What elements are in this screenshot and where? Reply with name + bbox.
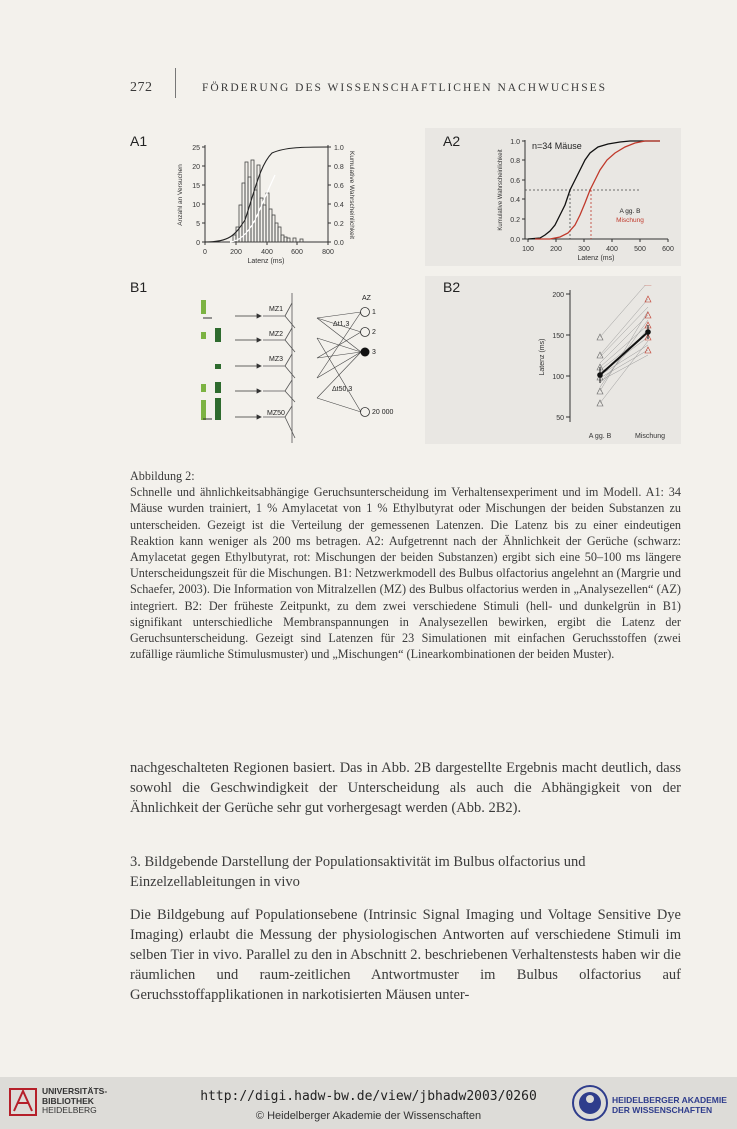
a1-xtick-400: 400 [261,249,273,256]
a2-ytick-2: 0.4 [510,197,520,204]
a1-ytick-5: 5 [196,221,200,228]
a2-xtick-100: 100 [522,246,534,253]
a1-ylabel-left: Anzahl an Versuchen [177,164,184,226]
a2-ytick-4: 0.8 [510,158,520,165]
header-divider [175,68,176,98]
a1-rtick-1: 0.2 [334,221,344,228]
a2-legend-black: A gg. B [619,208,641,215]
b1-az-20000: 20 000 [372,409,394,416]
figure-caption [130,468,681,662]
panel-label-b1: B1 [130,279,148,295]
copyright-notice: © Heidelberger Akademie der Wissenschaften [255,1110,482,1122]
b1-mz3: MZ3 [269,356,283,363]
a2-ytick-5: 1.0 [510,139,520,146]
page-number: 272 [130,80,153,95]
a1-ytick-20: 20 [192,164,200,171]
a1-ytick-0: 0 [196,240,200,247]
panel-label-a2: A2 [443,133,461,149]
a1-rtick-0: 0.0 [334,240,344,247]
a1-ytick-25: 25 [192,145,200,152]
b1-delta-top: Δt1,3 [333,321,350,328]
caption-title: Abbildung 2: [130,469,195,483]
b2-ytick-200: 200 [552,292,564,299]
panel-label-a1: A1 [130,133,148,149]
a1-xtick-600: 600 [291,249,303,256]
b1-az-2: 2 [372,329,376,336]
section-heading: 3. Bildgebende Darstellung der Populationsaktivität im Bulbus olfactorius und Einzelzellableitungen in vivo [130,854,586,890]
a1-xlabel: Latenz (ms) [247,258,285,265]
a1-ytick-10: 10 [192,202,200,209]
a2-xlabel: Latenz (ms) [577,255,615,262]
running-title: FÖRDERUNG DES WISSENSCHAFTLICHEN NACHWUCHSES [202,82,608,94]
b1-delta-bottom: Δt50,3 [332,386,353,393]
university-library-label: UNIVERSITÄTS- BIBLIOTHEK HEIDELBERG [42,1086,108,1115]
a1-ylabel-right: Kumulative Wahrscheinlichkeit [348,151,355,239]
a2-ytick-0: 0.0 [510,237,520,244]
figure-a1-histogram [160,135,360,275]
a1-xtick-200: 200 [230,249,242,256]
a1-ytick-15: 15 [192,183,200,190]
a2-ylabel: Kumulative Wahrscheinlichkeit [498,149,504,231]
panel-label-b2: B2 [443,279,461,295]
a1-rtick-3: 0.6 [334,183,344,190]
a1-rtick-4: 0.8 [334,164,344,171]
a1-rtick-2: 0.4 [334,202,344,209]
figure-b2-latency [520,285,680,445]
b1-az-1: 1 [372,309,376,316]
b1-mz2: MZ2 [269,331,283,338]
b1-mz50: MZ50 [267,410,285,417]
body-paragraph-1: nachgeschalteten Regionen basiert. Das in Abb. 2B dargestellte Ergebnis macht deutlich, dass sowohl die Geschwindigkeit der Unterscheidung als auch die Abhängigkeit von der Ähnlichkeit der Gerüche sehr gut vorhergesagt werden (Abb. 2B2). [130,760,681,816]
b2-xcat-agb: A gg. B [588,433,612,440]
b1-mz1: MZ1 [269,306,283,313]
a2-ytick-1: 0.2 [510,217,520,224]
b1-az-label: AZ [362,295,371,302]
a2-xtick-600: 600 [662,246,674,253]
b2-ylabel: Latenz (ms) [539,338,546,376]
caption-text: Schnelle und ähnlichkeitsabhängige Geruchsunterscheidung im Verhaltensexperiment und im Modell. A1: 34 Mäuse wurden trainiert, 1 % Amylacetat von 1 % Ethylbutyrat oder Mischungen der beiden Substanzen zu unterscheiden. Gezeigt ist die Verteilung der gemessenen Latenzen. Die Latenz bis zu einer eindeutigen Reaktion kann weniger als 200 ms betragen. A2: Aufgetrennt nach der Ähnlichkeit der Gerüche (schwarz: Amylacetat gegen Ethylbutyrat, rot: Mischungen der beiden Substanzen) ergibt sich eine 50–100 ms längere Unterscheidungszeit für die Mischungen. B1: Netzwerkmodell des Bulbus olfactorius angelehnt an (Margrie und Schaefer, 2003). Die Information von Mitralzellen (MZ) des Bulbus olfactorius werden in „Analysezellen“ (AZ) integriert. B2: Der früheste Zeitpunkt, zu dem zwei verschiedene Stimuli (hell- und dunkelgrün in B1) signifikant unterschiedliche Membranspannungen in Analysezellen bewirken, ergibt die Latenz der Geruchsunterscheidung. Gezeigt sind Latenzen für 23 Simulationen mit einfachen Geruchsstoffen (zwei zufällige räumliche Stimulusmuster) und „Mischungen“ (Linearkombinationen der beiden Muster). [130,485,681,662]
footer-bar [0,1077,737,1129]
a1-xtick-0: 0 [203,249,207,256]
academy-label: HEIDELBERGER AKADEMIE DER WISSENSCHAFTEN [612,1095,727,1115]
a2-annotation: n=34 Mäuse [532,141,582,151]
b2-ytick-50: 50 [556,415,564,422]
a2-xtick-500: 500 [634,246,646,253]
figure-b1-network [195,288,410,448]
body-paragraph-2: Die Bildgebung auf Populationsebene (Intrinsic Signal Imaging und Voltage Sensitive Dye Imaging) erlaubt die Messung der physiologischen Antworten auf verschiedene Stimuli im selben Tier in vivo. Parallel zu den in Abschnitt 2. beschriebenen Verhaltenstests haben wir die räumlichen und raum-zeitlichen Antwortmuster im Bulbus olfactorius auf Geruchsstoffapplikationen in narkotisierten Mäusen unter- [130,907,681,1003]
b2-ytick-150: 150 [552,333,564,340]
a1-xtick-800: 800 [322,249,334,256]
figure-a2-cumulative [490,135,675,265]
b1-az-3: 3 [372,349,376,356]
b2-xcat-mischung: Mischung [635,433,665,440]
a2-xtick-200: 200 [550,246,562,253]
a2-legend-red: Mischung [616,217,644,224]
academy-seal-icon [570,1083,610,1123]
document-url-link[interactable]: http://digi.hadw-bw.de/view/jbhadw2003/0260 [200,1089,537,1104]
a2-xtick-400: 400 [606,246,618,253]
a1-rtick-5: 1.0 [334,145,344,152]
a2-xtick-300: 300 [578,246,590,253]
a2-ytick-3: 0.6 [510,178,520,185]
b2-ytick-100: 100 [552,374,564,381]
